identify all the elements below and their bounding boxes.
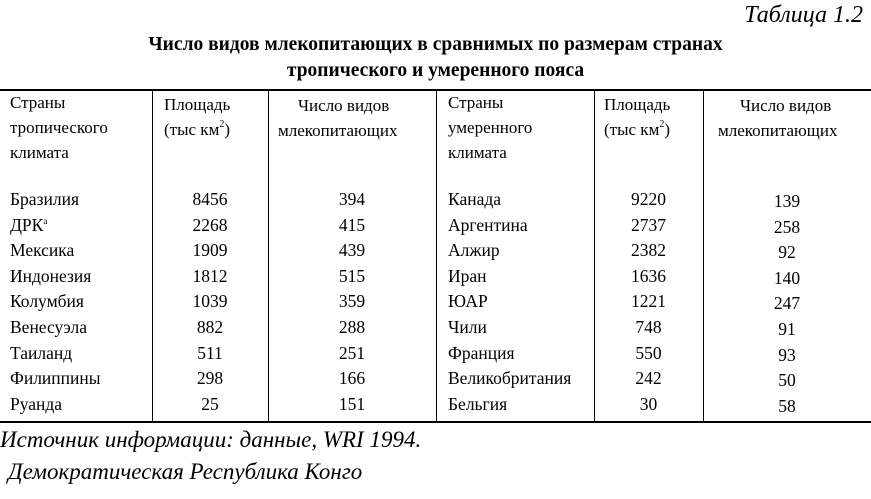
country-name: Мексика <box>10 240 75 261</box>
footnote-marker: а <box>43 215 48 226</box>
temperate-species-cell: 258 <box>773 216 801 237</box>
temperate-area-cell: 2382 <box>631 240 666 261</box>
header-temperate-countries <box>448 90 532 165</box>
tropical-species-cell: 166 <box>338 368 366 389</box>
country-name: Колумбия <box>10 291 84 312</box>
tropical-country-cell <box>10 394 62 415</box>
tropical-species-cell: 415 <box>338 214 366 235</box>
tropical-area-cell: 511 <box>197 342 223 363</box>
temperate-species-cell: 140 <box>773 267 801 288</box>
header-line: климата <box>448 143 507 162</box>
tropical-area-cell: 2268 <box>192 214 228 235</box>
temperate-country-cell: Бельгия <box>448 393 508 414</box>
header-line: Страны <box>448 93 504 112</box>
tropical-area-cell: 298 <box>196 368 224 389</box>
table-title-line-1: Число видов млекопитающих в сравнимых по размерам странах <box>148 34 723 55</box>
temperate-species-cell: 91 <box>778 318 796 339</box>
table-row <box>0 317 871 343</box>
tropical-species-cell: 359 <box>338 291 366 312</box>
header-line: умеренного <box>448 118 533 137</box>
table-title-line-2: тропического и умеренного пояса <box>286 60 585 81</box>
tropical-country-cell <box>10 189 79 210</box>
header-line: Страны <box>10 93 66 112</box>
footnote-source: Источник информации: данные, WRI 1994. <box>0 427 422 452</box>
temperate-species-cell: 92 <box>778 242 796 263</box>
table-row <box>0 266 871 292</box>
country-name: Филиппины <box>10 368 101 389</box>
tropical-country-cell <box>10 215 47 236</box>
tropical-country-cell <box>10 266 91 287</box>
temperate-country-cell: Чили <box>448 316 487 337</box>
table-row <box>0 343 871 369</box>
country-name: Таиланд <box>10 342 73 363</box>
unit-superscript: 2 <box>659 119 665 131</box>
unit-text: (тыс км <box>604 120 660 139</box>
temperate-country-cell: Иран <box>448 265 487 286</box>
temperate-country-cell: Алжир <box>448 240 500 261</box>
temperate-country-cell: Франция <box>448 342 515 363</box>
unit-text: ) <box>224 120 230 139</box>
temperate-species-cell: 50 <box>778 370 796 391</box>
header-line: Число видов <box>298 96 390 115</box>
temperate-species-cell: 139 <box>773 191 801 211</box>
tropical-species-cell: 288 <box>338 316 366 337</box>
tropical-area-cell: 1909 <box>192 240 228 261</box>
temperate-country-cell: ЮАР <box>448 291 488 312</box>
temperate-area-cell: 1221 <box>631 291 666 312</box>
header-area-unit <box>604 117 670 142</box>
temperate-country-cell: Аргентина <box>448 214 528 235</box>
country-name: ДРК <box>10 214 44 235</box>
tropical-area-cell: 25 <box>201 393 219 414</box>
temperate-species-cell: 58 <box>778 395 796 416</box>
unit-text: (тыс км <box>164 120 220 139</box>
country-name: Бразилия <box>10 189 79 209</box>
unit-superscript: 2 <box>219 119 225 131</box>
tropical-species-cell: 439 <box>338 240 366 261</box>
temperate-area-cell: 242 <box>635 368 662 389</box>
header-line: Площадь <box>164 95 231 114</box>
tropical-country-cell <box>10 240 74 261</box>
unit-text: ) <box>664 120 670 139</box>
temperate-area-cell: 9220 <box>631 189 666 209</box>
tropical-area-cell: 1039 <box>192 291 228 312</box>
temperate-area-cell: 30 <box>639 393 658 414</box>
tropical-species-cell: 394 <box>338 189 366 209</box>
header-line: тропического <box>10 118 108 137</box>
tropical-country-cell <box>10 343 72 364</box>
header-line: Площадь <box>604 95 671 114</box>
temperate-area-cell: 748 <box>635 316 662 337</box>
tropical-area-cell: 1812 <box>192 265 228 286</box>
temperate-species-cell: 93 <box>778 344 796 365</box>
header-species-tropical <box>278 93 397 143</box>
temperate-area-cell: 550 <box>635 342 662 363</box>
temperate-area-cell: 2737 <box>631 214 666 235</box>
header-line: млекопитающих <box>278 121 398 140</box>
tropical-country-cell <box>10 291 84 312</box>
table-body <box>0 189 871 419</box>
header-line: Число видов <box>740 96 832 115</box>
tropical-country-cell <box>10 317 87 338</box>
header-line: млекопитающих <box>718 121 838 140</box>
table-row <box>0 215 871 241</box>
table-number-label: Таблица 1.2 <box>744 2 863 28</box>
temperate-species-cell: 247 <box>773 293 801 314</box>
tropical-species-cell: 515 <box>338 265 366 286</box>
header-area-temperate <box>604 92 670 142</box>
tropical-species-cell: 251 <box>338 342 366 363</box>
table-row <box>0 291 871 317</box>
footnote-drc: Демократическая Республика Конго <box>8 459 363 484</box>
temperate-country-cell: Великобритания <box>448 368 572 389</box>
tropical-country-cell <box>10 368 101 389</box>
tropical-area-cell: 8456 <box>192 189 228 209</box>
country-name: Индонезия <box>10 265 92 286</box>
table-row <box>0 189 871 215</box>
table-row <box>0 368 871 394</box>
header-area-tropical <box>164 92 230 142</box>
tropical-species-cell: 151 <box>338 393 366 414</box>
temperate-area-cell: 1636 <box>631 265 666 286</box>
header-species-temperate <box>718 93 837 143</box>
tropical-area-cell: 882 <box>196 316 224 337</box>
country-name: Руанда <box>10 393 63 414</box>
country-name: Венесуэла <box>10 316 87 337</box>
header-area-unit <box>164 117 230 142</box>
table-row <box>0 394 871 420</box>
header-line: климата <box>10 143 69 162</box>
temperate-country-cell: Канада <box>448 189 502 209</box>
header-tropical-countries <box>10 90 108 165</box>
table-row <box>0 240 871 266</box>
